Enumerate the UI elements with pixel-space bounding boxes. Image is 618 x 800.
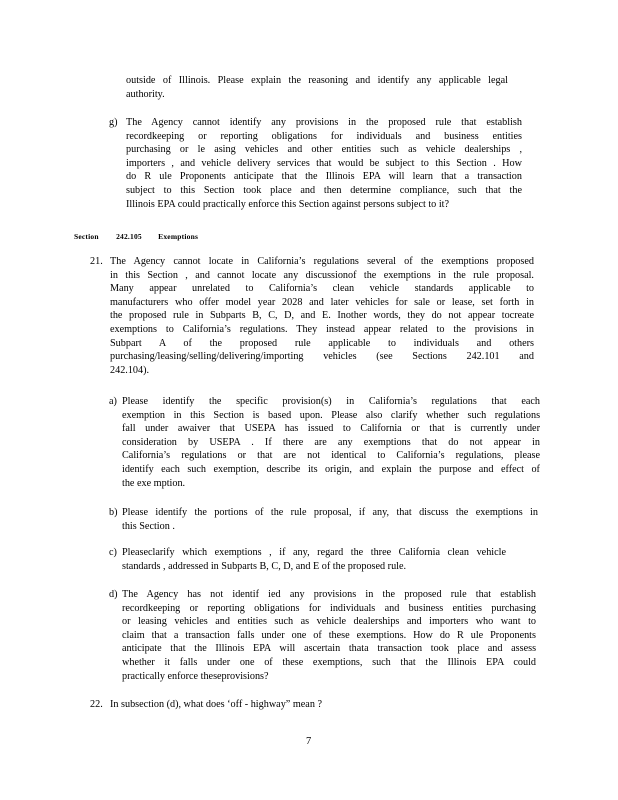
section-word: Section: [74, 232, 99, 241]
text-line: this Section .: [122, 520, 175, 532]
question-21a-text: [122, 395, 540, 490]
text-line: Pleaseclarify which exemptions , if any, regard the three California clean vehicle: [122, 547, 506, 558]
text-line: purchasing or le asing vehicles and other entities such as vehicle dealerships ,: [126, 144, 523, 156]
text-line: California’s regulations or that are not identical to California’s regulations, please: [122, 450, 541, 462]
text-line: in this Section , and cannot locate any discussionof the exemptions in the rule proposal.: [110, 269, 534, 281]
text-line: purchasing/leasing/selling/delivering/importing vehicles (see Sections 242.101 and: [110, 351, 534, 363]
question-21b-label: b): [109, 507, 118, 518]
text-line: identify each such exemption, describe its origin, and explain the purpose and effect of: [122, 463, 540, 475]
question-21a-label: a): [109, 396, 117, 407]
text-line: the proposed rule in Subparts B, C, D, and E. Inother words, they do not appear tocreate: [110, 310, 534, 322]
question-21c-label: c): [109, 547, 117, 558]
text-line: Many appear unrelated to California’s clean vehicle standards applicable to: [110, 283, 535, 295]
text-line: Illinois EPA could practically enforce this Section against persons subject to it?: [126, 198, 450, 210]
text-line: Please identify the portions of the rule proposal, if any, that discuss the exemptions in: [122, 507, 538, 518]
text-line: exemptions to California’s regulations. They instead appear related to the provisions in: [110, 323, 534, 335]
text-line: the exe mption.: [122, 477, 186, 489]
question-21d-label: d): [109, 589, 118, 600]
question-21-text: [110, 255, 534, 377]
text-line: do R ule Proponents anticipate that the Illinois EPA will learn that a transaction: [126, 171, 522, 183]
text-line: 242.104).: [110, 364, 150, 376]
question-21d-text: [122, 588, 536, 683]
section-number: 242.105: [116, 232, 142, 241]
text-line: fall under awaiver that USEPA has issued to California or that is currently under: [122, 423, 540, 435]
text-line: In subsection (d), what does ‘off - highway” mean ?: [110, 699, 322, 710]
section-heading: [74, 230, 198, 244]
text-line: consideration by USEPA . If there are any exemptions that do not appear in: [122, 436, 540, 448]
text-line: or leasing vehicles and entities such as vehicle dealerships and importers who want to: [122, 616, 536, 628]
question-21c-text: [122, 546, 506, 573]
text-line: outside of Illinois. Please explain the reasoning and identify any applicable legal: [126, 75, 508, 86]
text-line: claim that a transaction falls under one of these exemptions. How do R ule Proponents: [122, 629, 536, 641]
text-line: whether it falls under one of these exemptions, such that the Illinois EPA could: [122, 656, 537, 668]
text-line: Please identify the specific provision(s) in California’s regulations that each: [122, 396, 541, 407]
question-21-number: 21.: [90, 256, 103, 267]
text-line: importers , and vehicle delivery services that would be subject to this Section . How: [126, 157, 522, 169]
section-title: Exemptions: [158, 232, 199, 241]
text-line: manufacturers who offer model year 2028 and later vehicles for sale or lease, set forth in: [110, 296, 535, 308]
continued-paragraph: [126, 74, 508, 101]
page-number: 7: [306, 736, 312, 747]
text-line: subject to this Section took place and then determine compliance, such that the: [126, 184, 522, 196]
text-line: Subpart A of the proposed rule applicable to individuals and others: [110, 337, 534, 349]
text-line: exemption in this Section is based upon. Please also clarify whether such regulations: [122, 409, 541, 421]
text-line: The Agency cannot locate in California’s regulations several of the exemptions proposed: [110, 256, 534, 267]
question-22-text: [110, 698, 470, 712]
text-line: recordkeeping or reporting obligations for individuals and business entities purchasing: [122, 602, 537, 614]
text-line: anticipate that the Illinois EPA will ascertain thata transaction took place and assess: [122, 643, 537, 655]
text-line: The Agency has not identif ied any provisions in the proposed rule that establish: [122, 589, 536, 600]
text-line: practically enforce theseprovisions?: [122, 670, 269, 682]
item-g-text: [126, 116, 522, 211]
item-g-label: g): [109, 117, 118, 128]
question-22-number: 22.: [90, 699, 103, 710]
text-line: recordkeeping or reporting obligations for individuals and business entities: [126, 130, 522, 142]
question-21b-text: [122, 506, 538, 533]
text-line: The Agency cannot identify any provisions in the proposed rule that establish: [126, 117, 522, 128]
text-line: authority.: [126, 88, 165, 100]
text-line: standards , addressed in Subparts B, C, D, and E of the proposed rule.: [122, 560, 407, 572]
